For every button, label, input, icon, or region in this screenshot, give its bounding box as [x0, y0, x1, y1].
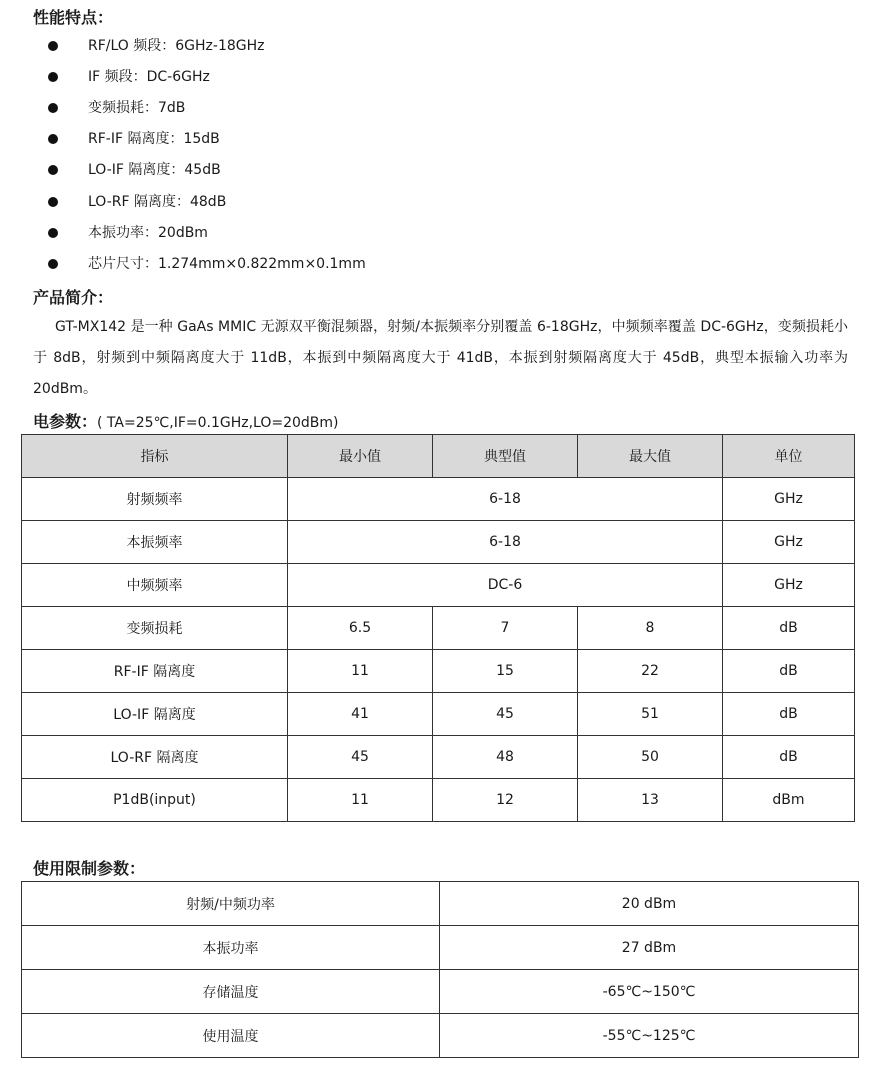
- max-cell: 50: [578, 736, 723, 779]
- table-row: [22, 564, 855, 607]
- value-cell: DC-6: [288, 564, 723, 607]
- header-max: 最大值: [578, 435, 723, 478]
- table-row: [22, 736, 855, 779]
- max-cell: 8: [578, 607, 723, 650]
- table-row: [22, 926, 859, 970]
- bullet-icon: [48, 259, 58, 269]
- bullet-icon: [48, 134, 58, 144]
- bullet-icon: [48, 228, 58, 238]
- value-cell: 27 dBm: [440, 926, 859, 970]
- value-cell: -65℃~150℃: [440, 970, 859, 1014]
- table-row: [22, 693, 855, 736]
- min-cell: 45: [288, 736, 433, 779]
- typ-cell: 12: [433, 779, 578, 822]
- param-cell: LO-IF 隔离度: [22, 693, 288, 736]
- header-typ: 典型值: [433, 435, 578, 478]
- unit-cell: dB: [723, 693, 855, 736]
- bullet-icon: [48, 103, 58, 113]
- param-cell: RF-IF 隔离度: [22, 650, 288, 693]
- typ-cell: 7: [433, 607, 578, 650]
- min-cell: 11: [288, 779, 433, 822]
- param-cell: 存储温度: [22, 970, 440, 1014]
- unit-cell: GHz: [723, 521, 855, 564]
- value-cell: -55℃~125℃: [440, 1014, 859, 1058]
- unit-cell: dB: [723, 736, 855, 779]
- header-unit: 单位: [723, 435, 855, 478]
- table-header-row: [22, 435, 855, 478]
- feature-text: RF/LO 频段：6GHz-18GHz: [88, 38, 265, 54]
- table-row: [22, 478, 855, 521]
- unit-cell: dB: [723, 607, 855, 650]
- table-row: [22, 521, 855, 564]
- param-cell: 变频损耗: [22, 607, 288, 650]
- max-cell: 13: [578, 779, 723, 822]
- unit-cell: GHz: [723, 564, 855, 607]
- feature-text: LO-IF 隔离度：45dB: [88, 162, 221, 178]
- value-cell: 6-18: [288, 521, 723, 564]
- features-title: 性能特点：: [33, 8, 114, 27]
- param-cell: LO-RF 隔离度: [22, 736, 288, 779]
- typ-cell: 15: [433, 650, 578, 693]
- feature-text: RF-IF 隔离度：15dB: [88, 131, 220, 147]
- param-cell: 本振功率: [22, 926, 440, 970]
- typ-cell: 45: [433, 693, 578, 736]
- table-row: [22, 779, 855, 822]
- param-cell: P1dB(input): [22, 779, 288, 822]
- max-cell: 51: [578, 693, 723, 736]
- unit-cell: dB: [723, 650, 855, 693]
- intro-paragraph: GT-MX142 是一种 GaAs MMIC 无源双平衡混频器，射频/本振频率分别覆盖 6-18GHz，中频频率覆盖 DC-6GHz，变频损耗小于 8dB，射频到中频隔离度大于 11dB，本振到中频隔离度大于 41dB，本振到射频隔离度大于 45dB，典型本振输入功率为 20dBm。: [33, 319, 848, 397]
- electrical-title-line: [33, 409, 339, 432]
- bullet-icon: [48, 165, 58, 175]
- feature-text: 变频损耗：7dB: [88, 100, 186, 116]
- feature-text: 芯片尺寸：1.274mm×0.822mm×0.1mm: [88, 256, 366, 272]
- min-cell: 6.5: [288, 607, 433, 650]
- table-row: [22, 650, 855, 693]
- unit-cell: dBm: [723, 779, 855, 822]
- feature-text: IF 频段：DC-6GHz: [88, 69, 210, 85]
- feature-text: 本振功率：20dBm: [88, 225, 208, 241]
- bullet-icon: [48, 197, 58, 207]
- feature-text: LO-RF 隔离度：48dB: [88, 194, 227, 210]
- param-cell: 射频频率: [22, 478, 288, 521]
- limits-title: 使用限制参数：: [33, 859, 146, 878]
- test-conditions: ( TA=25℃,IF=0.1GHz,LO=20dBm): [97, 415, 339, 431]
- value-cell: 6-18: [288, 478, 723, 521]
- param-cell: 使用温度: [22, 1014, 440, 1058]
- electrical-params-table: [21, 434, 855, 822]
- table-row: [22, 882, 859, 926]
- bullet-icon: [48, 72, 58, 82]
- limits-table: [21, 881, 859, 1058]
- table-row: [22, 607, 855, 650]
- header-param: 指标: [22, 435, 288, 478]
- param-cell: 射频/中频功率: [22, 882, 440, 926]
- value-cell: 20 dBm: [440, 882, 859, 926]
- param-cell: 本振频率: [22, 521, 288, 564]
- bullet-icon: [48, 41, 58, 51]
- unit-cell: GHz: [723, 478, 855, 521]
- typ-cell: 48: [433, 736, 578, 779]
- min-cell: 41: [288, 693, 433, 736]
- table-row: [22, 970, 859, 1014]
- intro-title: 产品简介：: [33, 288, 114, 307]
- electrical-title: 电参数：: [33, 412, 98, 431]
- header-min: 最小值: [288, 435, 433, 478]
- table-row: [22, 1014, 859, 1058]
- max-cell: 22: [578, 650, 723, 693]
- min-cell: 11: [288, 650, 433, 693]
- param-cell: 中频频率: [22, 564, 288, 607]
